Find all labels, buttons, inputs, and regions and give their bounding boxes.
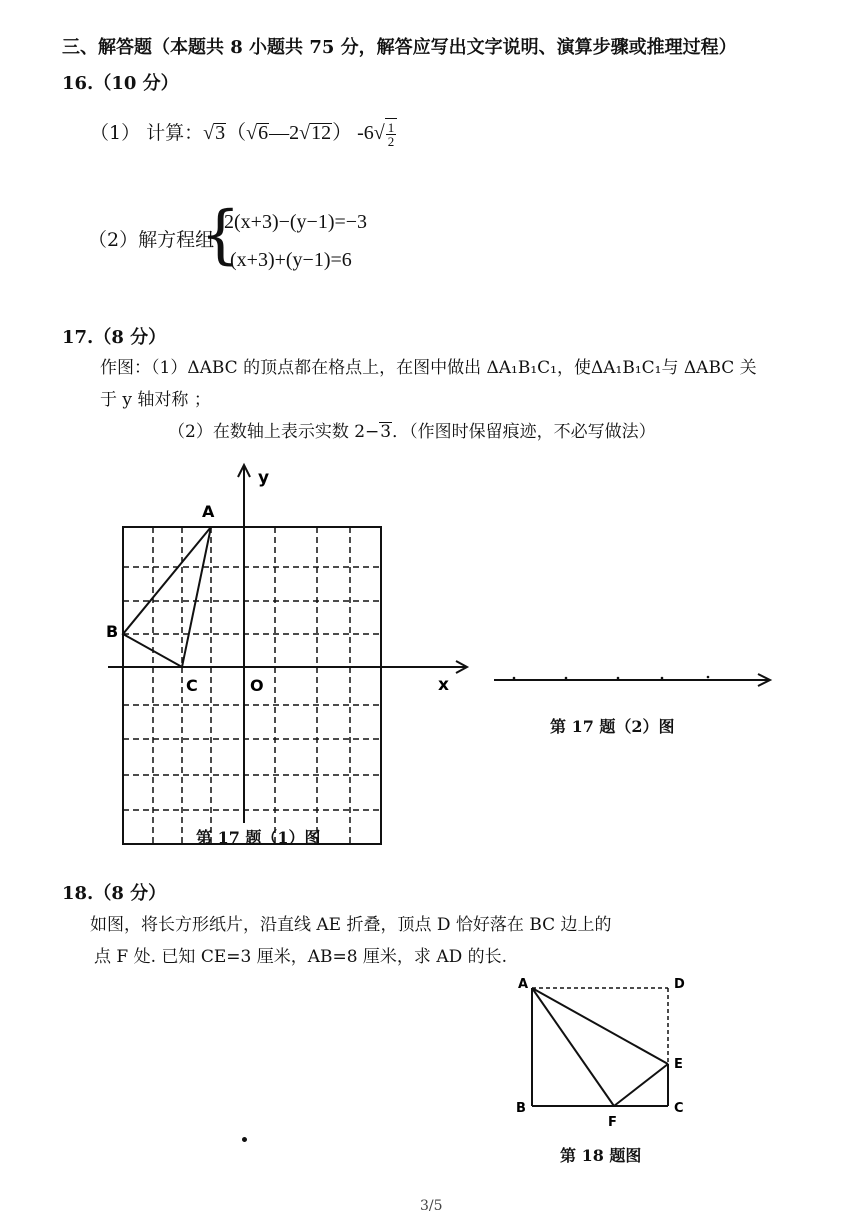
page-number: 3/5: [420, 1198, 443, 1214]
fig17-1-caption: 第 17 题（1）图: [196, 828, 321, 847]
fraction-num: 1: [387, 120, 395, 135]
q17-line3: [168, 420, 656, 444]
q16-part1-label: （1） 计算：: [90, 122, 204, 145]
minus-two: —2: [269, 122, 300, 145]
q18-figure: [510, 970, 700, 1130]
equation-1: 2(x+3)−(y−1)=−3: [224, 211, 368, 233]
q17-line3-prefix: （2）在数轴上表示实数 2−: [168, 422, 380, 442]
label-b: B: [516, 1101, 526, 1116]
label-a: A: [518, 977, 529, 992]
fold-line-ae: [532, 988, 668, 1064]
stray-dot: [241, 1136, 248, 1143]
system-brace: {: [200, 198, 241, 272]
label-d: D: [674, 977, 685, 992]
q17-fig2-number-line: [490, 668, 780, 692]
label-a: A: [202, 502, 215, 521]
label-y: y: [258, 468, 270, 488]
line-af: [532, 988, 614, 1106]
sqrt3: 3: [215, 122, 226, 145]
q18-line1: 如图，将长方形纸片，沿直线 AE 折叠，顶点 D 恰好落在 BC 边上的: [90, 915, 612, 935]
fraction-half: [386, 121, 397, 148]
q17-fig1-grid: [100, 455, 480, 825]
sqrt12: 12: [311, 122, 332, 145]
minus-six: -6: [357, 122, 374, 145]
q16-part2-label: （2）解方程组: [88, 229, 215, 251]
label-c: C: [674, 1101, 684, 1116]
label-x: x: [438, 675, 449, 695]
line-fe: [614, 1064, 668, 1106]
q17-sqrt3: 3: [380, 422, 392, 442]
q16-part1: （1） 计算：√3（√6—2√12） -6√ $\frac{1}{2}$: [90, 118, 397, 148]
q17-number: 17.（8 分）: [62, 327, 167, 348]
q18-line2: 点 F 处. 已知 CE=3 厘米，AB=8 厘米，求 AD 的长.: [94, 947, 508, 967]
fig18-caption: 第 18 题图: [560, 1146, 642, 1165]
paren-close: ）: [332, 122, 353, 145]
fig17-2-caption: 第 17 题（2）图: [550, 717, 675, 736]
number-line-ticks: [513, 676, 710, 680]
q18-number: 18.（8 分）: [62, 883, 167, 904]
label-f: F: [608, 1115, 617, 1130]
q17-line1: 作图：（1）ΔABC 的顶点都在格点上，在图中做出 ΔA₁B₁C₁，使ΔA₁B₁C₁与 ΔABC 关: [100, 358, 757, 378]
label-b: B: [106, 622, 119, 641]
paren-open: （: [226, 122, 247, 145]
equation-2: (x+3)+(y−1)=6: [230, 249, 352, 271]
label-c: C: [186, 676, 198, 695]
label-e: E: [674, 1057, 683, 1072]
fraction-den: 2: [387, 134, 395, 149]
section-heading: 三、解答题（本题共 8 小题共 75 分，解答应写出文字说明、演算步骤或推理过程）: [62, 37, 737, 58]
triangle-abc: [123, 527, 211, 667]
q17-line3-suffix: ．（作图时保留痕迹，不必写做法）: [392, 422, 656, 442]
sqrt6: 6: [258, 122, 269, 145]
q17-line2: 于 y 轴对称 ；: [100, 390, 211, 410]
q16-number: 16.（10 分）: [62, 73, 179, 94]
label-o: O: [250, 676, 264, 695]
